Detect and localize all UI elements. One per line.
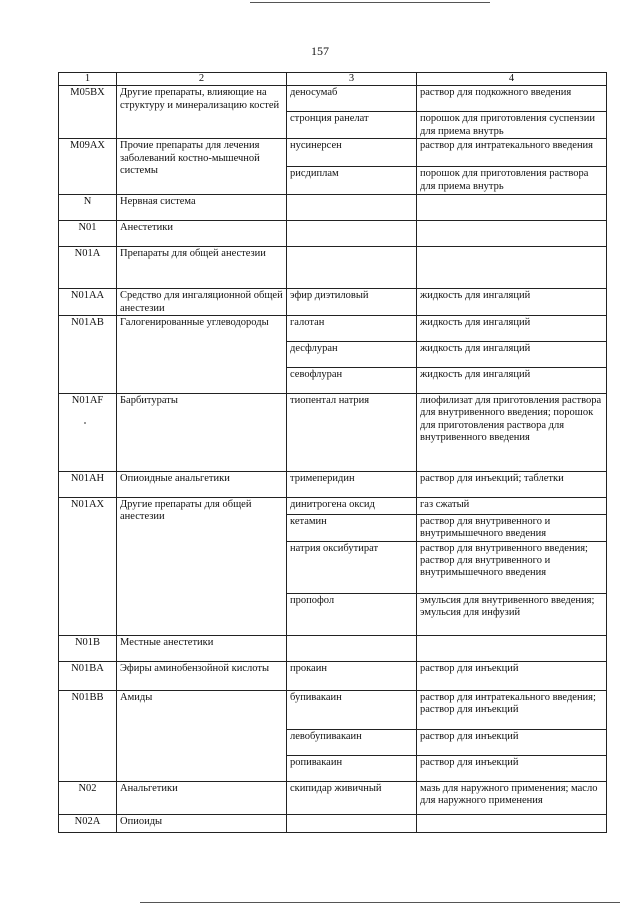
scan-edge-top [250,2,490,3]
drug-name-cell: тиопентал натрия [287,393,417,471]
atc-group-cell: Опиоиды [117,814,287,832]
drug-name-cell: нусинерсен [287,139,417,167]
column-header: 1 [59,73,117,86]
dosage-form-cell: раствор для инъекций [417,661,607,690]
atc-group-cell: Местные анестетики [117,635,287,661]
dosage-form-cell: эмульсия для внутривенного введения; эмульсия для инфузий [417,593,607,635]
table-row [59,315,607,341]
drug-name-cell: бупивакаин [287,690,417,729]
dosage-form-cell: порошок для приготовления раствора для приема внутрь [417,167,607,195]
atc-code-cell: N01A [59,247,117,289]
table-row [59,86,607,112]
table-row [59,690,607,729]
dosage-form-cell: мазь для наружного применения; масло для наружного применения [417,781,607,814]
drug-name-cell [287,247,417,289]
table-row [59,195,607,221]
drug-name-cell: левобупивакаин [287,729,417,755]
atc-group-cell: Барбитураты [117,393,287,471]
atc-code-cell: N [59,195,117,221]
drug-name-cell: скипидар живичный [287,781,417,814]
dosage-form-cell: газ сжатый [417,497,607,514]
atc-code-cell: M09AX [59,139,117,195]
drug-name-cell: десфлуран [287,341,417,367]
dosage-form-cell [417,814,607,832]
table-row [59,497,607,514]
dosage-form-cell: лиофилизат для приготовления раствора для внутривенного введения; порошок для приготовления раствора для внутривенного введения [417,393,607,471]
atc-group-cell: Эфиры аминобензойной кислоты [117,661,287,690]
drug-name-cell [287,814,417,832]
drug-name-cell: эфир диэтиловый [287,289,417,316]
dosage-form-cell: раствор для инъекций [417,755,607,781]
atc-code-cell: N01AF [59,393,117,471]
dosage-form-cell [417,221,607,247]
atc-group-cell: Другие препараты, влияющие на структуру и минерализацию костей [117,86,287,139]
column-header: 3 [287,73,417,86]
dosage-form-cell: жидкость для ингаляций [417,367,607,393]
drug-name-cell: натрия оксибутират [287,541,417,593]
dosage-form-cell: жидкость для ингаляций [417,315,607,341]
atc-code-cell: N01BA [59,661,117,690]
dosage-form-cell: раствор для внутривенного и внутримышечного введения [417,514,607,541]
drug-name-cell [287,195,417,221]
dosage-form-cell [417,635,607,661]
atc-group-cell: Анальгетики [117,781,287,814]
table-row [59,635,607,661]
drug-name-cell: тримеперидин [287,471,417,497]
drug-name-cell: кетамин [287,514,417,541]
drug-name-cell [287,635,417,661]
table-body [59,86,607,832]
atc-group-cell: Анестетики [117,221,287,247]
atc-group-cell: Препараты для общей анестезии [117,247,287,289]
table-row [59,289,607,316]
table-row [59,814,607,832]
atc-group-cell: Другие препараты для общей анестезии [117,497,287,635]
table-row [59,139,607,167]
atc-code-cell: N02A [59,814,117,832]
atc-code-cell: N01BB [59,690,117,781]
atc-group-cell: Прочие препараты для лечения заболеваний костно-мышечной системы [117,139,287,195]
drug-name-cell: пропофол [287,593,417,635]
dosage-form-cell: раствор для инъекций [417,729,607,755]
atc-code-cell: N01AA [59,289,117,316]
column-header: 4 [417,73,607,86]
page-number: 157 [311,44,329,58]
atc-group-cell: Галогенированные углеводороды [117,315,287,393]
atc-code-cell: N02 [59,781,117,814]
drug-name-cell [287,221,417,247]
dosage-form-cell: раствор для подкожного введения [417,86,607,112]
table-row [59,471,607,497]
atc-group-cell: Амиды [117,690,287,781]
drug-name-cell: деносумаб [287,86,417,112]
dosage-form-cell: раствор для внутривенного введения; раствор для внутривенного и внутримышечного введения [417,541,607,593]
drug-name-cell: динитрогена оксид [287,497,417,514]
atc-code-cell: N01AB [59,315,117,393]
drug-list-table [58,72,607,833]
dosage-form-cell: раствор для инъекций; таблетки [417,471,607,497]
atc-code-cell: N01B [59,635,117,661]
column-number-row [59,73,607,86]
dosage-form-cell: порошок для приготовления суспензии для приема внутрь [417,112,607,139]
atc-group-cell: Средство для ингаляционной общей анестезии [117,289,287,316]
column-header: 2 [117,73,287,86]
atc-group-cell: Нервная система [117,195,287,221]
dosage-form-cell: раствор для интратекального введения [417,139,607,167]
atc-code-cell: N01AH [59,471,117,497]
dosage-form-cell: жидкость для ингаляций [417,341,607,367]
table-row [59,781,607,814]
dosage-form-cell: раствор для интратекального введения; раствор для инъекций [417,690,607,729]
atc-code-cell: N01AX [59,497,117,635]
dosage-form-cell: жидкость для ингаляций [417,289,607,316]
table-row [59,661,607,690]
table-row [59,247,607,289]
atc-group-cell: Опиоидные анальгетики [117,471,287,497]
scan-edge-bottom [140,902,620,903]
drug-name-cell: галотан [287,315,417,341]
drug-name-cell: севофлуран [287,367,417,393]
drug-name-cell: ропивакаин [287,755,417,781]
drug-name-cell: прокаин [287,661,417,690]
table-row [59,221,607,247]
table-row [59,393,607,471]
dosage-form-cell [417,195,607,221]
drug-name-cell: рисдиплам [287,167,417,195]
atc-code-cell: N01 [59,221,117,247]
drug-name-cell: стронция ранелат [287,112,417,139]
dosage-form-cell [417,247,607,289]
atc-code-cell: M05BX [59,86,117,139]
